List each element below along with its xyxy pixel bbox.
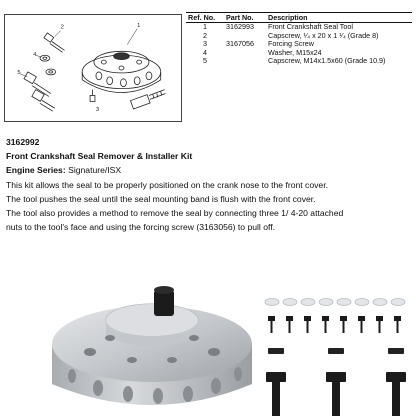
product-title: Front Crankshaft Seal Remover & Installer Kit — [6, 151, 193, 162]
callout-4: 4 — [33, 52, 37, 59]
seal-tool-photo — [52, 286, 252, 405]
engine-series-value: Signature/ISX — [68, 165, 122, 176]
large-bolts-photo — [266, 372, 406, 416]
description-line-1: This kit allows the seal to be properly positioned on the crank nose to the front cover. — [6, 179, 328, 190]
callout-2: 2 — [60, 24, 64, 31]
cell-part: 3167056 — [226, 39, 254, 49]
cell-part — [224, 57, 266, 65]
cell-desc: Capscrew, M14x1.5x60 (Grade 10.9) — [268, 56, 386, 66]
part-number: 3162992 — [6, 137, 40, 147]
cell-ref: 2 — [203, 30, 207, 40]
cell-ref: 3 — [203, 39, 207, 49]
description-line-2: The tool pushes the seal until the seal mounting band is flush with the front cover. — [6, 193, 316, 204]
cell-ref: 1 — [203, 22, 207, 32]
product-photo-drawing — [0, 276, 416, 416]
seal-tool-drawing — [82, 51, 161, 92]
engine-series-label: Engine Series: — [6, 165, 66, 176]
callout-5: 5 — [17, 69, 21, 76]
callout-1: 1 — [137, 22, 141, 29]
cell-ref: 5 — [203, 56, 207, 66]
cell-part — [224, 49, 266, 57]
capscrew-small-drawing — [44, 33, 65, 52]
table-row — [186, 57, 412, 65]
description-line-4: nuts to the tool's face and using the forcing screw (3163056) to pull off. — [6, 222, 276, 233]
exploded-diagram-drawing — [5, 15, 181, 121]
capscrew-large-drawing — [24, 72, 55, 111]
cell-part: 3162993 — [226, 22, 254, 32]
cell-desc: Washer, M15x24 — [268, 47, 322, 57]
washers-photo — [265, 299, 405, 306]
parts-table — [186, 14, 412, 65]
cell-desc: Front Crankshaft Seal Tool — [268, 22, 353, 32]
exploded-diagram — [4, 14, 182, 122]
washer-drawing — [40, 55, 56, 75]
forcing-screw-drawing — [130, 90, 165, 109]
header-ref-no: Ref. No. — [186, 14, 224, 23]
product-description — [6, 135, 412, 234]
product-photo — [0, 276, 416, 416]
cell-desc: Capscrew, ¹⁄₄ x 20 x 1 ¹⁄₄ (Grade 8) — [268, 30, 379, 40]
cell-desc: Forcing Screw — [268, 39, 314, 49]
header-part-no: Part No. — [224, 14, 266, 23]
engine-series — [6, 163, 412, 177]
small-bolts-photo — [268, 316, 401, 333]
black-washers-photo — [268, 348, 404, 354]
cell-ref: 4 — [203, 47, 207, 57]
header-description: Description — [266, 14, 412, 23]
description-line-3: The tool also provides a method to remove the seal by connecting three 1/ 4-20 attached — [6, 208, 344, 219]
callout-3: 3 — [95, 107, 100, 114]
